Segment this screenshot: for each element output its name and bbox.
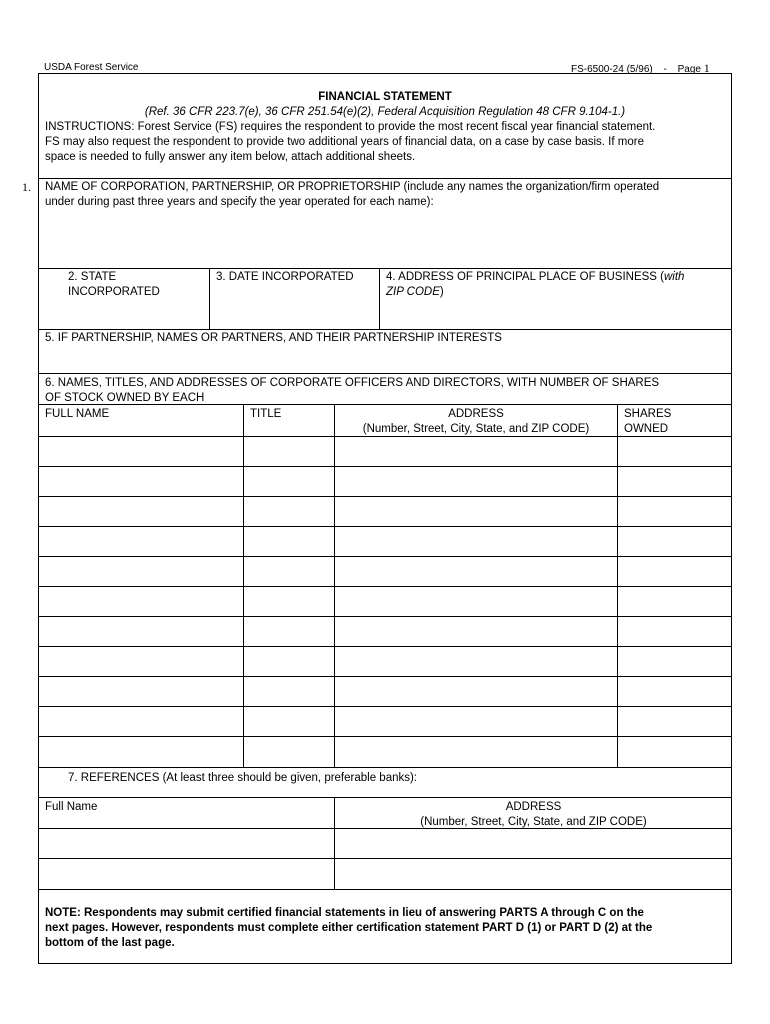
form-title: FINANCIAL STATEMENT	[318, 91, 452, 103]
officer-full-name-cell[interactable]	[39, 617, 243, 646]
agency-name: USDA Forest Service	[44, 62, 139, 73]
divider	[38, 268, 732, 269]
officer-shares-cell[interactable]	[618, 647, 731, 676]
officer-address-cell[interactable]	[335, 707, 617, 736]
references-col-address-sub: (Number, Street, City, State, and ZIP CODE)	[420, 816, 647, 828]
officer-title-cell[interactable]	[244, 497, 334, 526]
date-incorporated-field[interactable]	[211, 300, 378, 327]
divider	[379, 268, 380, 329]
item-4-with: with	[664, 271, 685, 283]
reference-address-cell[interactable]	[335, 829, 731, 858]
officer-full-name-cell[interactable]	[39, 467, 243, 496]
officer-shares-cell[interactable]	[618, 737, 731, 766]
officer-title-cell[interactable]	[244, 647, 334, 676]
item-3-label: 3. DATE INCORPORATED	[216, 271, 354, 283]
officers-col-title: TITLE	[250, 408, 282, 420]
item-4-line-1	[386, 270, 684, 285]
item-1-entry-field[interactable]	[40, 212, 730, 266]
officer-address-cell[interactable]	[335, 527, 617, 556]
officer-full-name-cell[interactable]	[39, 437, 243, 466]
page-label: Page	[677, 64, 701, 75]
officer-address-cell[interactable]	[335, 677, 617, 706]
note-line-1: NOTE: Respondents may submit certified financial statements in lieu of answering PARTS A through C on the	[45, 907, 644, 919]
divider	[38, 178, 732, 179]
item-6-line-1: 6. NAMES, TITLES, AND ADDRESSES OF CORPORATE OFFICERS AND DIRECTORS, WITH NUMBER OF SHARES	[45, 377, 660, 389]
form-reference: (Ref. 36 CFR 223.7(e), 36 CFR 251.54(e)(2), Federal Acquisition Regulation 48 CFR 9.104-1.)	[144, 106, 626, 118]
officer-title-cell[interactable]	[244, 737, 334, 766]
officer-shares-cell[interactable]	[618, 527, 731, 556]
item-6-line-2: OF STOCK OWNED BY EACH	[45, 392, 205, 404]
officer-title-cell[interactable]	[244, 467, 334, 496]
officer-full-name-cell[interactable]	[39, 527, 243, 556]
references-col-full-name: Full Name	[45, 801, 98, 813]
officers-col-address: ADDRESS	[448, 408, 504, 420]
officer-address-cell[interactable]	[335, 437, 617, 466]
item-4-close: )	[439, 286, 444, 298]
officer-title-cell[interactable]	[244, 677, 334, 706]
officers-col-address-sub: (Number, Street, City, State, and ZIP CODE)	[362, 423, 590, 435]
item-2-line-2: INCORPORATED	[68, 286, 160, 298]
header-separator: -	[663, 64, 667, 75]
item-1-number: 1.	[22, 180, 31, 194]
item-4-line-2	[386, 285, 444, 300]
reference-full-name-cell[interactable]	[39, 859, 334, 888]
officer-title-cell[interactable]	[244, 437, 334, 466]
reference-full-name-cell[interactable]	[39, 829, 334, 858]
officers-col-full-name: FULL NAME	[45, 408, 110, 420]
divider	[38, 889, 732, 890]
instructions-line-1: INSTRUCTIONS: Forest Service (FS) requires the respondent to provide the most recent fiscal year financial statement.	[45, 121, 656, 133]
officer-full-name-cell[interactable]	[39, 497, 243, 526]
item-4-zip: ZIP CODE	[386, 286, 440, 298]
form-number: FS-6500-24 (5/96)	[571, 64, 653, 75]
officer-title-cell[interactable]	[244, 587, 334, 616]
officer-title-cell[interactable]	[244, 557, 334, 586]
divider	[38, 404, 732, 405]
officers-col-shares-2: OWNED	[624, 423, 669, 435]
divider	[209, 268, 210, 329]
principal-address-field[interactable]	[381, 300, 730, 327]
officer-full-name-cell[interactable]	[39, 707, 243, 736]
officer-title-cell[interactable]	[244, 707, 334, 736]
officer-address-cell[interactable]	[335, 557, 617, 586]
officer-full-name-cell[interactable]	[39, 737, 243, 766]
item-7-label: 7. REFERENCES (At least three should be given, preferable banks):	[68, 772, 418, 784]
officer-address-cell[interactable]	[335, 617, 617, 646]
page-number: 1	[703, 61, 710, 75]
references-col-address: ADDRESS	[505, 801, 562, 813]
item-1-line-2: under during past three years and specify the year operated for each name):	[45, 196, 434, 208]
officer-full-name-cell[interactable]	[39, 647, 243, 676]
partnership-interests-field[interactable]	[40, 347, 730, 371]
divider	[38, 373, 732, 374]
officer-full-name-cell[interactable]	[39, 677, 243, 706]
officer-address-cell[interactable]	[335, 647, 617, 676]
item-1-line-1: NAME OF CORPORATION, PARTNERSHIP, OR PROPRIETORSHIP (include any names the organization/firm operated	[45, 181, 660, 193]
officer-shares-cell[interactable]	[618, 497, 731, 526]
officer-address-cell[interactable]	[335, 467, 617, 496]
officer-shares-cell[interactable]	[618, 587, 731, 616]
note-line-2: next pages. However, respondents must complete either certification statement PART D (1) or PART D (2) at the	[45, 922, 653, 934]
officer-shares-cell[interactable]	[618, 557, 731, 586]
instructions-line-3: space is needed to fully answer any item below, attach additional sheets.	[45, 151, 416, 163]
item-4-text: 4. ADDRESS OF PRINCIPAL PLACE OF BUSINESS (	[386, 271, 664, 283]
officer-full-name-cell[interactable]	[39, 557, 243, 586]
officer-address-cell[interactable]	[335, 587, 617, 616]
officer-shares-cell[interactable]	[618, 617, 731, 646]
item-2-line-1: 2. STATE	[68, 271, 117, 283]
officer-shares-cell[interactable]	[618, 707, 731, 736]
state-incorporated-field[interactable]	[40, 300, 208, 327]
officer-address-cell[interactable]	[335, 737, 617, 766]
officer-shares-cell[interactable]	[618, 467, 731, 496]
divider	[38, 767, 732, 768]
divider	[38, 329, 732, 330]
officer-address-cell[interactable]	[335, 497, 617, 526]
item-5-label: 5. IF PARTNERSHIP, NAMES OR PARTNERS, AND THEIR PARTNERSHIP INTERESTS	[45, 332, 502, 344]
instructions-line-2: FS may also request the respondent to provide two additional years of financial data, on a case by case basis. If more	[45, 136, 644, 148]
officer-title-cell[interactable]	[244, 617, 334, 646]
officer-shares-cell[interactable]	[618, 437, 731, 466]
officer-title-cell[interactable]	[244, 527, 334, 556]
officer-shares-cell[interactable]	[618, 677, 731, 706]
reference-address-cell[interactable]	[335, 859, 731, 888]
divider	[38, 797, 732, 798]
note-line-3: bottom of the last page.	[45, 937, 175, 949]
officer-full-name-cell[interactable]	[39, 587, 243, 616]
officers-col-shares-1: SHARES	[624, 408, 672, 420]
